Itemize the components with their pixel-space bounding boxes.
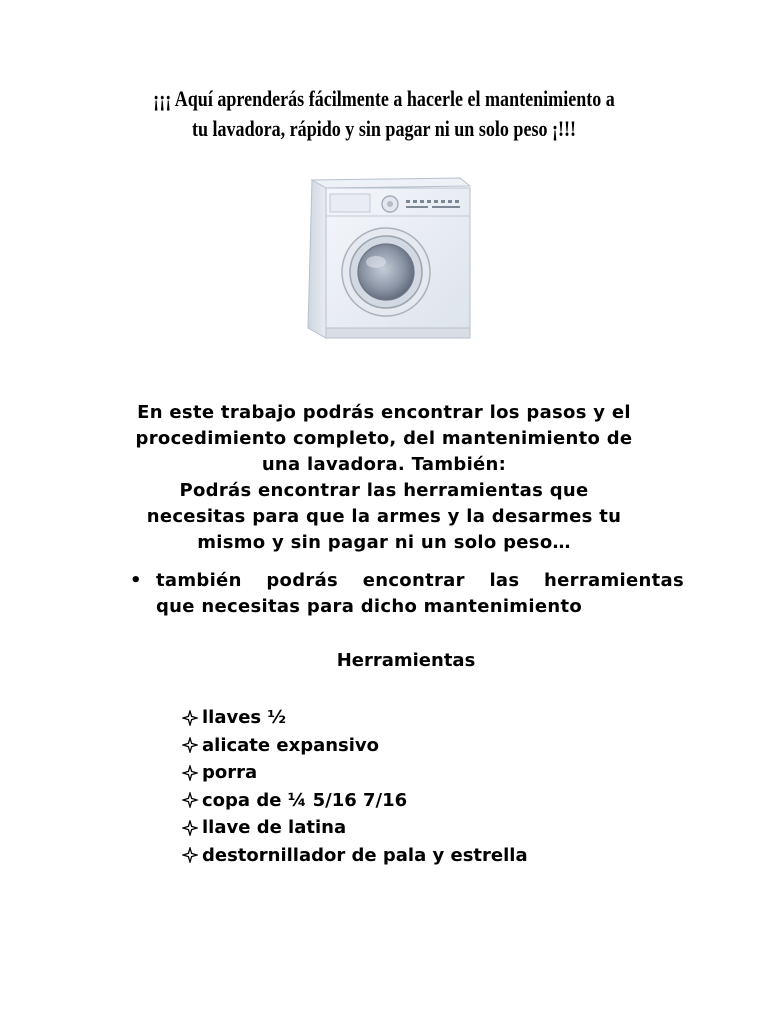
bullet-line-2: que necesitas para dicho mantenimiento <box>156 596 583 617</box>
page-title <box>118 84 649 144</box>
tool-label: copa de ¼ 5/16 7/16 <box>202 789 408 811</box>
title-line-2: tu lavadora, rápido y sin pagar ni un solo peso ¡!!! <box>191 116 577 141</box>
washing-machine-icon <box>290 172 476 344</box>
list-item <box>182 842 528 870</box>
tool-label: alicate expansivo <box>202 734 380 756</box>
intro-line: mismo y sin pagar ni un solo peso… <box>197 532 571 553</box>
list-item <box>182 732 528 760</box>
bullet-line-1: también podrás encontrar las herramientas <box>156 570 684 591</box>
diamond-bullet-icon <box>182 737 198 753</box>
bullet-list <box>130 568 690 620</box>
bullet-item <box>130 568 690 620</box>
tool-label: llave de latina <box>202 817 347 838</box>
intro-line: procedimiento completo, del mantenimiento de <box>135 428 633 449</box>
list-item <box>182 704 528 732</box>
list-item <box>182 787 528 815</box>
title-line-1: ¡¡¡ Aquí aprenderás fácilmente a hacerle el mantenimiento a <box>153 86 615 111</box>
bullet-marker: • <box>130 570 142 591</box>
tool-label: porra <box>202 762 258 783</box>
intro-line: una lavadora. También: <box>261 454 507 475</box>
tool-label: llaves ½ <box>202 707 287 728</box>
diamond-bullet-icon <box>182 710 198 726</box>
tools-heading: Herramientas <box>336 650 476 671</box>
intro-line: Podrás encontrar las herramientas que <box>179 480 589 501</box>
diamond-bullet-icon <box>182 792 198 808</box>
tool-label: destornillador de pala y estrella <box>202 844 528 866</box>
tools-list <box>182 704 528 869</box>
washing-machine-image <box>290 172 476 344</box>
list-item <box>182 759 528 787</box>
diamond-bullet-icon <box>182 765 198 781</box>
diamond-bullet-icon <box>182 820 198 836</box>
intro-line: necesitas para que la armes y la desarmes tu <box>146 506 622 527</box>
intro-paragraph <box>80 400 688 556</box>
list-item <box>182 814 528 842</box>
diamond-bullet-icon <box>182 847 198 863</box>
intro-line: En este trabajo podrás encontrar los pasos y el <box>137 402 631 423</box>
